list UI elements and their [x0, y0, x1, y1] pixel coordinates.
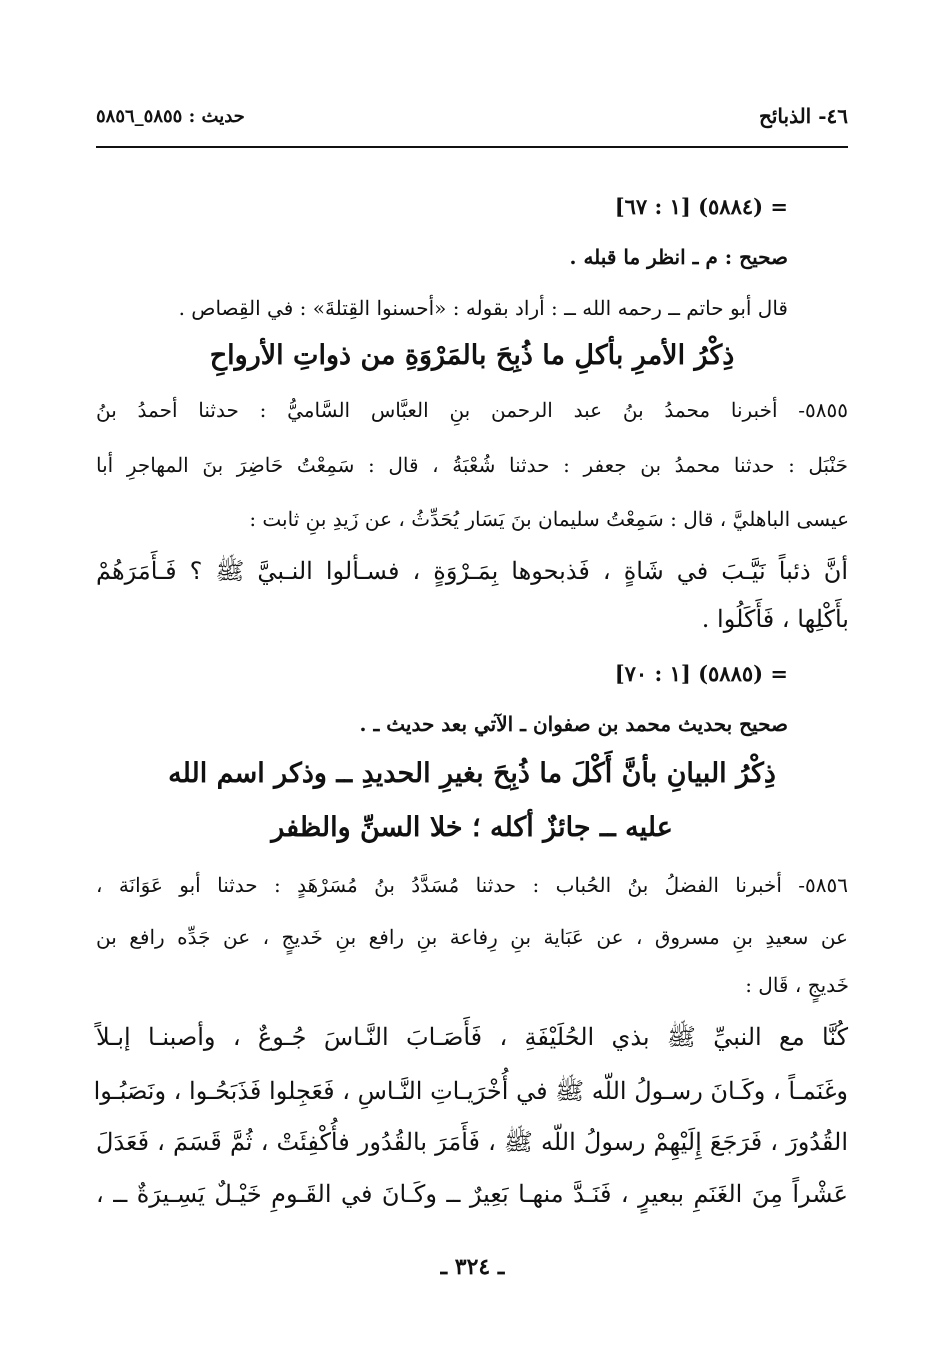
header-divider: [96, 146, 848, 148]
hadith-5856-line-5: وغَنَمـاً ، وكَـانَ رسـولُ اللّه ﷺ في أُخْرَيـاتِ النَّـاسِ ، فَعَجِلوا فَذَبَحُـوا ، ونَصَبُـوا: [93, 1077, 848, 1105]
hadith-range: حديث : ٥٨٥٥_٥٨٥٦: [96, 106, 245, 127]
hadith-5855-line-5: بأَكْلِها ، فَأَكَلُوا .: [701, 605, 849, 633]
hadith-5856-line-6: القُدُورَ ، فَرَجَعَ إِلَيْهِمْ رسولُ اللّه ﷺ ، فَأَمَرَ بالقُدُور فأُكْفِئَتْ ، ثُمَّ قَسَمَ ، فَعَدَلَ: [96, 1128, 848, 1156]
grade-5884: صحيح : م ـ انظر ما قبله .: [569, 245, 788, 269]
section-heading-2-line-2: عليه ــ جائزٌ أكله ؛ خلا السنِّ والظفر: [271, 812, 673, 843]
section-heading-2-line-1: ذِكْرُ البيانِ بأنَّ أَكْلَ ما ذُبِحَ بغيرِ الحديدِ ــ وذكر اسم الله: [168, 758, 776, 789]
grade-5885: صحيح بحديث محمد بن صفوان ـ الآتي بعد حديث ـ .: [359, 712, 788, 736]
hadith-5855-line-4: أنَّ ذئباً نَيَّـبَ في شَاةٍ ، فَذبحوها بِمَـرْوَةٍ ، فسـألوا النـبيَّ ﷺ ؟ فَـأَمَرَهُمْ: [96, 557, 848, 585]
page-header: [96, 104, 848, 144]
section-heading-1: ذِكْرُ الأمرِ بأكلِ ما ذُبِحَ بالمَرْوَةِ من ذواتِ الأرواحِ: [209, 340, 735, 371]
page-number: ـ ٣٢٤ ـ: [440, 1254, 505, 1280]
hadith-5856-line-7: عَشْراً مِنَ الغَنَمِ ببعيرٍ ، فَنَـدَّ منهـا بَعِيرٌ ــ وكَـانَ في القَـومِ خَيْـلٌ يَسِـيرَةٌ ــ ،: [96, 1180, 848, 1208]
hadith-5856-line-4: كُنَّا مع النبيِّ ﷺ بذي الحُلَيْفَةِ ، فَأَصَـابَ النَّـاسَ جُـوعٌ ، وأصبنـا إبـلاً: [96, 1023, 848, 1051]
hadith-5856-line-3: خَديجٍ ، قَال :: [745, 973, 849, 997]
chapter-title: ٤٦- الذبائح: [758, 104, 848, 128]
abu-hatim-note: قال أبو حاتم ــ رحمه الله ــ : أراد بقوله : «أحسنوا القِتلةَ» : في القِصاص .: [178, 296, 788, 320]
hadith-5855-line-1: ٥٨٥٥- أخبرنا محمدُ بنُ عبد الرحمن بنِ العبَّاس السَّاميُّ : حدثنا أحمدُ بنُ: [96, 398, 848, 422]
hadith-5855-line-3: عيسى الباهليَّ ، قال : سَمِعْتُ سليمان بنَ يَسَار يُحَدِّثُ ، عن زَيدِ بنِ ثابت :: [249, 507, 849, 531]
hadith-5855-line-2: حَنْبَل : حدثنا محمدُ بن جعفر : حدثنا شُعْبَةُ ، قال : سَمِعْتُ حَاضِرَ بنَ المهاجرِ أبا: [96, 453, 848, 477]
hadith-5856-line-1: ٥٨٥٦- أخبرنا الفضلُ بنُ الحُباب : حدثنا مُسَدَّدُ بنُ مُسَرْهَدٍ : حدثنا أبو عَوَانَة ،: [96, 873, 848, 897]
reference-5885: = (٥٨٨٥) [١ : ٧٠]: [614, 661, 788, 686]
reference-5884: = (٥٨٨٤) [١ : ٦٧]: [614, 194, 788, 219]
hadith-5856-line-2: عن سعيدِ بنِ مسروق ، عن عَبَاية بنِ رِفاعة بنِ رافع بنِ خَديجٍ ، عن جَدِّه رافع بن: [96, 925, 848, 949]
